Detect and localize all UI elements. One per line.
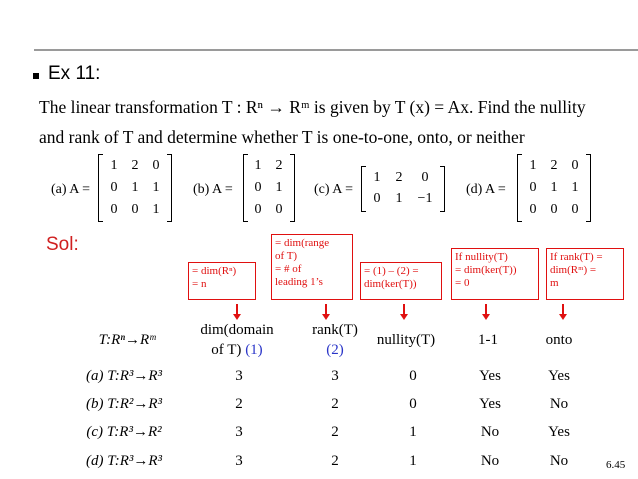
row-onto: Yes xyxy=(548,368,570,384)
matrix-cell: 0 xyxy=(421,170,429,185)
annotation-line: = 0 xyxy=(455,277,470,289)
annotation-line: m xyxy=(550,277,559,289)
header-tag-2: (2) xyxy=(326,342,344,358)
matrix-cell: 1 xyxy=(152,180,160,195)
annotation-line: = dim(range xyxy=(275,237,330,249)
annotation-line: = (1) – (2) = xyxy=(364,265,419,277)
annotation-line: = dim(ker(T)) xyxy=(455,264,517,276)
annotation-one-to-one xyxy=(451,248,539,300)
annotation-line: dim(Rᵐ) = xyxy=(550,264,597,276)
row-rank: 3 xyxy=(331,368,339,384)
matrix-cell: 0 xyxy=(131,202,139,217)
annotation-line: leading 1’s xyxy=(275,276,323,288)
matrix-cell: 0 xyxy=(571,158,579,173)
row-onto: Yes xyxy=(548,424,570,440)
matrix-cell: 1 xyxy=(529,158,537,173)
annotation-line: = n xyxy=(192,278,207,290)
header-rank-text: rank(T) xyxy=(312,322,358,338)
row-rank: 2 xyxy=(331,396,339,412)
matrix-cell: −1 xyxy=(417,191,433,206)
header-onto: onto xyxy=(545,332,573,348)
header-rank xyxy=(295,320,375,360)
row-onto: No xyxy=(549,396,569,412)
row-one-to-one: Yes xyxy=(479,396,501,412)
matrix-cell: 1 xyxy=(275,180,283,195)
row-one-to-one: Yes xyxy=(479,368,501,384)
sol-label: Sol: xyxy=(46,234,79,255)
matrix-cell: 0 xyxy=(571,202,579,217)
row-label: (b) T:R²→R³ xyxy=(85,396,163,412)
matrix-cell: 2 xyxy=(395,170,403,185)
annotation-line: = dim(Rⁿ) xyxy=(192,265,237,277)
row-dim: 3 xyxy=(235,424,243,440)
row-rank: 2 xyxy=(331,453,339,469)
matrix-a-label: (a) A = xyxy=(51,182,90,197)
matrix-cell: 0 xyxy=(529,202,537,217)
row-nullity: 0 xyxy=(409,396,417,412)
matrix-cell: 0 xyxy=(110,180,118,195)
matrix-cell: 1 xyxy=(571,180,579,195)
header-tag-1: (1) xyxy=(245,342,263,358)
row-dim: 2 xyxy=(235,396,243,412)
matrix-cell: 2 xyxy=(550,158,558,173)
annotation-line: of T) xyxy=(275,250,298,262)
row-onto: No xyxy=(549,453,569,469)
header-dim-domain-line2 xyxy=(180,340,294,360)
row-one-to-one: No xyxy=(480,424,500,440)
header-dim-domain-line1: dim(domain xyxy=(200,322,274,338)
matrix-cell: 0 xyxy=(373,191,381,206)
page-number: 6.45 xyxy=(606,459,626,471)
matrix-cell: 0 xyxy=(152,158,160,173)
matrix-d-body xyxy=(517,154,591,222)
header-transform: T:Rⁿ→Rᵐ xyxy=(98,332,156,348)
header-rule xyxy=(34,49,638,51)
annotation-line: = # of xyxy=(275,263,302,275)
problem-line-2: and rank of T and determine whether T is one-to-one, onto, or neither xyxy=(39,127,525,147)
header-dim-domain xyxy=(180,320,294,360)
matrix-cell: 0 xyxy=(110,202,118,217)
matrix-cell: 1 xyxy=(254,158,262,173)
row-nullity: 1 xyxy=(409,453,417,469)
matrix-cell: 1 xyxy=(373,170,381,185)
row-label: (c) T:R³→R² xyxy=(86,424,162,440)
matrix-cell: 2 xyxy=(131,158,139,173)
row-dim: 3 xyxy=(235,368,243,384)
matrix-b-label: (b) A = xyxy=(193,182,233,197)
matrix-cell: 1 xyxy=(131,180,139,195)
row-label: (a) T:R³→R³ xyxy=(85,368,163,384)
problem-line-1: The linear transformation T : Rⁿ → Rᵐ is given by T (x) = Ax. Find the nullity xyxy=(39,97,586,117)
annotation-line: If rank(T) = xyxy=(550,251,603,263)
row-rank: 2 xyxy=(331,424,339,440)
header-dim-domain-text: of T) xyxy=(211,342,242,358)
matrix-cell: 1 xyxy=(550,180,558,195)
row-dim: 3 xyxy=(235,453,243,469)
matrix-cell: 2 xyxy=(275,158,283,173)
matrix-cell: 0 xyxy=(254,180,262,195)
header-one-to-one: 1-1 xyxy=(478,332,498,348)
matrix-cell: 0 xyxy=(529,180,537,195)
matrix-d-label: (d) A = xyxy=(466,182,506,197)
annotation-dim-domain xyxy=(188,262,256,300)
bullet-icon xyxy=(33,73,39,79)
matrix-cell: 0 xyxy=(254,202,262,217)
annotation-onto xyxy=(546,248,624,300)
matrix-c-label: (c) A = xyxy=(314,182,353,197)
annotation-line: dim(ker(T)) xyxy=(364,278,417,290)
matrix-a-body xyxy=(98,154,172,222)
row-nullity: 0 xyxy=(409,368,417,384)
annotation-nullity xyxy=(360,262,442,300)
matrix-c-body xyxy=(361,166,445,212)
row-label: (d) T:R³→R³ xyxy=(85,453,163,469)
matrix-cell: 1 xyxy=(110,158,118,173)
matrix-cell: 1 xyxy=(395,191,403,206)
annotation-line: If nullity(T) xyxy=(455,251,508,263)
header-nullity: nullity(T) xyxy=(376,332,436,348)
annotation-rank xyxy=(271,234,353,300)
matrix-cell: 0 xyxy=(550,202,558,217)
matrix-cell: 0 xyxy=(275,202,283,217)
matrix-b-body xyxy=(243,154,295,222)
matrix-cell: 1 xyxy=(152,202,160,217)
row-one-to-one: No xyxy=(480,453,500,469)
slide-title: Ex 11: xyxy=(48,63,101,84)
row-nullity: 1 xyxy=(409,424,417,440)
